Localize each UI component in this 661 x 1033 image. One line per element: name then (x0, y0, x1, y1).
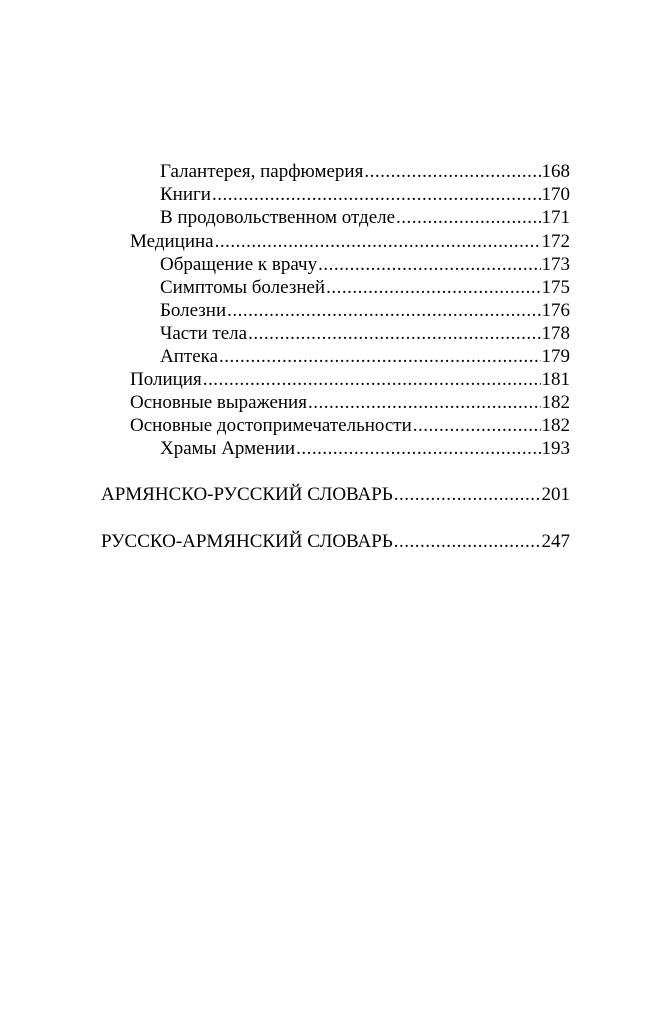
toc-entry-page: 247 (541, 531, 570, 552)
toc-entry-simptomy (160, 276, 570, 299)
toc-entry-page: 178 (541, 323, 570, 344)
dot-leader (394, 483, 541, 506)
toc-entry-title: В продовольственном отделе (160, 207, 396, 228)
toc-entry-page: 170 (541, 184, 570, 205)
toc-entry-page: 182 (541, 415, 570, 436)
toc-entry-galanterea (160, 160, 570, 183)
toc-entry-page: 179 (541, 346, 570, 367)
toc-entry-title: Храмы Армении (160, 438, 296, 459)
toc-entry-page: 176 (541, 300, 570, 321)
toc-entry-policiya (130, 368, 570, 391)
toc-entry-page: 168 (541, 161, 570, 182)
toc-entry-prodovolstvenny (160, 206, 570, 229)
toc-entry-bolezni (160, 299, 570, 322)
toc-entry-obrashchenie (160, 253, 570, 276)
toc-entry-title: Симптомы болезней (160, 277, 326, 298)
toc-entry-dostoprimechatelnosti (130, 414, 570, 437)
toc-entry-apteka (160, 345, 570, 368)
toc-entry-title: Основные выражения (130, 392, 307, 413)
dot-leader (326, 276, 540, 299)
toc-entry-title: Медицина (130, 231, 214, 252)
toc-entry-title: АРМЯНСКО-РУССКИЙ СЛОВАРЬ (101, 484, 393, 505)
toc-entry-medicina (130, 230, 570, 253)
dot-leader (215, 230, 541, 253)
dot-leader (394, 530, 541, 553)
toc-entry-title: РУССКО-АРМЯНСКИЙ СЛОВАРЬ (101, 531, 393, 552)
toc-entry-title: Обращение к врачу (160, 254, 318, 275)
toc-entry-title: Галантерея, парфюмерия (160, 161, 364, 182)
toc-entry-page: 201 (541, 484, 570, 505)
toc-entry-page: 173 (541, 254, 570, 275)
toc-entry-title: Аптека (160, 346, 219, 367)
dot-leader (318, 253, 540, 276)
toc-entry-page: 172 (541, 231, 570, 252)
toc-entry-page: 175 (541, 277, 570, 298)
toc-entry-page: 171 (541, 207, 570, 228)
dot-leader (219, 345, 540, 368)
toc-entry-title: Книги (160, 184, 211, 205)
toc-entry-armyansko-russky (101, 483, 570, 506)
toc-entry-knigi (160, 183, 570, 206)
toc-entry-title: Части тела (160, 323, 248, 344)
dot-leader (413, 414, 541, 437)
toc-entry-title: Основные достопримечательности (130, 415, 412, 436)
toc-entry-page: 193 (541, 438, 570, 459)
toc-entry-title: Полиция (130, 369, 202, 390)
toc-entry-russko-armyansky (101, 530, 570, 553)
toc-entry-page: 182 (541, 392, 570, 413)
toc-entry-osnovnye-vyrazheniya (130, 391, 570, 414)
dot-leader (248, 322, 540, 345)
dot-leader (296, 437, 540, 460)
dot-leader (227, 299, 540, 322)
dot-leader (308, 391, 541, 414)
dot-leader (212, 183, 541, 206)
dot-leader (396, 206, 540, 229)
toc-entry-page: 181 (541, 369, 570, 390)
dot-leader (203, 368, 541, 391)
dot-leader (364, 160, 540, 183)
toc-entry-khramy-armenii (160, 437, 570, 460)
toc-entry-title: Болезни (160, 300, 227, 321)
toc-entry-chasti-tela (160, 322, 570, 345)
